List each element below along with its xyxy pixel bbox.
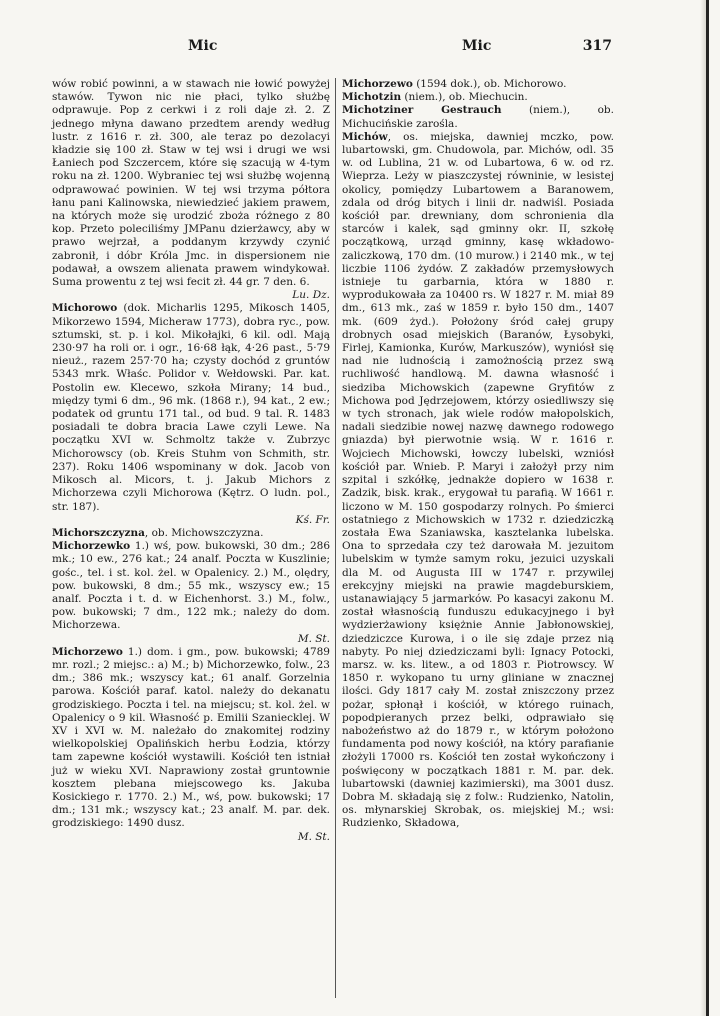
- entry-headword: Michorowo: [52, 302, 118, 315]
- entry-signature: M. St.: [297, 830, 330, 843]
- page-number: 317: [582, 38, 612, 54]
- entry-text: 1.) wś, pow. bukowski, 30 dm.; 286 mk.; 10 ew., 276 kat.; 24 analf. Poczta w Kuszlinie; gośc., tel. i st. kol. żel. w Opalenicy. 2.) M., olędry, pow. bukowski, 8 dm.; 55 mk., wszyscy ew.; 15 analf. Poczta i t. d. w Eichenhorst. 3.) M., folw., pow. bukowski; 7 dm., 122 mk.; należy do dom. Michorzewa.: [52, 540, 330, 632]
- dictionary-entry: [52, 527, 330, 540]
- entry-headword: Michotziner Gestrauch: [342, 104, 502, 117]
- dictionary-entry: [342, 131, 614, 831]
- entry-signature: Lu. Dz.: [292, 289, 330, 302]
- entry-text: (1594 dok.), ob. Michorowo.: [412, 78, 567, 90]
- dictionary-entry: [342, 104, 614, 130]
- entry-headword: Michów: [342, 130, 388, 143]
- entry-text: wów robić powinni, a w stawach nie łowić powyżej stawów. Tywon nic nie płaci, tylko służbę odprawuje. Pop z cerkwi i z roli daje zł. 2. Z jednego młyna dawano przedtem arendy według lustr. z 1616 r. zł. 300, ale teraz po dezolacyi kładzie się 100 zł. Staw w tej wsi i drugi we wsi Łaniech pod Szczercem, które się szacują w 4-tym roku na zł. 1200. Wybraniec tej wsi służbę wojenną odprawować powinien. W tej wsi trzyma półtora łanu pani Kalinowska, niewiedzieć jakiem prawem, na których może się urodzić zboża różnego z 80 kop. Przeto poleciliśmy JMPanu dzierżawcy, aby w prawo wejrzał, a poddanym krzywdy czynić zabronił, i dóbr Króla Jmc. in dispersionem nie podawał, a owszem alienata prawem windykował. Suma prowentu z tej wsi fecit zł. 44 gr. 7 den. 6.: [52, 78, 330, 289]
- entry-headword: Michotzin: [342, 91, 402, 104]
- entry-headword: Michorzewo: [52, 645, 123, 658]
- left-guide-word: Mic: [188, 38, 218, 54]
- dictionary-entry: [52, 646, 330, 844]
- page-header: [52, 38, 612, 58]
- entry-text: , os. miejska, dawniej mczko, pow. lubartowski, gm. Chudowola, par. Michów, odl. 35 w. od Lublina, 21 w. od Lubartowa, 6 w. od rz. Wieprza. Leży w piaszczystej równinie, w lesistej okolicy, pomiędzy Lubartowem a Baranowem, zdala od dróg bitych i linii dr. nadwiśl. Posiada kościół par. drewniany, dom schronienia dla starców i kalek, sąd gminny okr. II, szkołę początkową, urząd gminny, kasę wkładowo-zaliczkową, 170 dm. (10 murow.) i 2140 mk., w tej liczbie 1106 żydów. Z zakładów przemysłowych istnieje tu garbarnia, która w 1880 r. wyprodukowała za 10400 rs. W 1827 r. M. miał 89 dm., 613 mk., zaś w 1859 r. było 150 dm., 1407 mk. (609 żyd.). Położony śród całej grupy drobnych osad miejskich (Baranów, Łysobyki, Firlej, Kamionka, Kurów, Markuszów), wyniósł się nad nie ludnością i zamożnością przez swą ruchliwość handlową. M. dawna własność i siedziba Michowskich (zapewne Gryfitów z Michowa pod Jędrzejowem, którzy osiedliwszy się w tych stronach, jak wiele rodów małopolskich, nadali siedzibie nowej nazwę dawnego rodowego gniazda) był pierwotnie wsią. W r. 1616 r. Wojciech Michowski, łowczy lubelski, wzniósł kościół par. Wnieb. P. Maryi i założył przy nim szpital i szkółkę, jednakże dopiero w 1638 r. Zadzik, bisk. krak., erygował tu parafią. W 1661 r. liczono w M. 150 gospodarzy rolnych. Po śmierci ostatniego z Michowskich w 1732 r. dziedziczką została Ewa Szaniawska, kasztelanka lubelska. Ona to sprzedała czy też darowała M. jezuitom lubelskim w tymże samym roku, jezuici uzyskali dla M. od Augusta III w 1747 r. przywilej erekcyjny miejski na prawie magdeburskiem, ustanawiający 5 jarmarków. Po kasacyi zakonu M. został własnością funduszu edukacyjnego i był wydzierżawiony księżnie Annie Jabłonowskiej, dziedziczce Kurowa, i o ile się zdaje przez nią nabyty. Po niej dziedziczami byli: Ignacy Potocki, marsz. w. ks. litew., a od 1803 r. Piotrowscy. W 1850 r. wykopano tu urny gliniane w znacznej ilości. Gdy 1817 cały M. został zniszczony przez pożar, spłonął i kościół, w którego ruinach, popodpieranych przez belki, odprawiało się nabożeństwo aż do 1879 r., w którym położono fundamenta pod nowy kościół, na który parafianie złożyli 17000 rs. Kościół ten został wykończony i poświęcony w początkach 1881 r. M. par. dek. lubartowski (dawniej kazimierski), ma 3001 dusz. Dobra M. składają się z folw.: Rudzienko, Natolin, os. młynarskiej Skrobak, os. miejskiej M.; wsi: Rudzienko, Składowa,: [342, 130, 614, 830]
- dictionary-entry: [52, 302, 330, 526]
- entry-signature: Kś. Fr.: [295, 513, 330, 526]
- entry-signature: M. St.: [297, 632, 330, 645]
- entry-text: 1.) dom. i gm., pow. bukowski; 4789 mr. rozl.; 2 miejsc.: a) M.; b) Michorzewko, folw., 23 dm.; 386 mk.; wszyscy kat.; 61 analf. Gorzelnia parowa. Kościół paraf. katol. należy do dekanatu grodziskiego. Poczta i tel. na miejscu; st. kol. żel. w Opalenicy o 9 kil. Własność p. Emilii Szaniecklej. W XV i XVI w. M. należało do znakomitej rodziny wielkopolskiej Opalińskich herbu Łodzia, którzy tam zapewne kościół wystawili. Kościół ten istniał już w wieku XVI. Naprawiony został gruntownie kosztem plebana miejscowego ks. Jakuba Kosickiego r. 1770. 2.) M., wś, pow. bukowski; 17 dm.; 131 mk.; wszyscy kat.; 23 analf. M. par. dek. grodziskiego: 1490 dusz.: [52, 645, 330, 830]
- entry-headword: Michorszczyzna: [52, 526, 145, 539]
- right-column: [342, 78, 614, 831]
- dictionary-entry: [52, 540, 330, 646]
- column-divider: [335, 78, 336, 998]
- page-edge: [706, 0, 709, 1016]
- entry-headword: Michorzewko: [52, 540, 131, 553]
- entry-text: (niem.), ob. Michucińskie zarośla.: [342, 104, 614, 130]
- entry-text: , ob. Michowszczyzna.: [144, 526, 264, 539]
- dictionary-entry: [342, 78, 614, 91]
- entry-headword: Michorzewo: [342, 78, 413, 90]
- entry-text: (niem.), ob. Miechucin.: [401, 91, 528, 104]
- left-column: [52, 78, 330, 844]
- dictionary-entry: [342, 91, 614, 104]
- entry-text: (dok. Micharlis 1295, Mikosch 1405, Mikorzewo 1594, Micheraw 1773), dobra ryc., pow. sztumski, st. p. i kol. Mikołajki, 6 kil. odl. Mają 230·97 ha roli or. i ogr., 16·68 łąk, 4·26 past., 5·79 nieuż., razem 257·70 ha; czysty dochód z gruntów 5343 mrk. Właśc. Polidor v. Wełdowski. Par. kat. Postolin ew. Klecewo, szkoła Mirany; 14 bud., między tymi 6 dm., 96 mk. (1868 r.), 94 kat., 2 ew.; podatek od gruntu 171 tal., od bud. 9 tal. R. 1483 posiadali te dobra bracia Lawe czyli Lewe. Na początku XVI w. Schmoltz także v. Zubrzyc Michorowscy (ob. Kreis Stuhm von Schmith, str. 237). Roku 1406 wspominany w dok. Jacob von Mikosch al. Micors, t. j. Jakub Michors z Michorzewa czyli Michorowa (Kętrz. O ludn. pol., str. 187).: [52, 302, 330, 513]
- right-guide-word: Mic: [462, 38, 492, 54]
- text-columns: [52, 78, 612, 998]
- dictionary-entry: [52, 78, 330, 302]
